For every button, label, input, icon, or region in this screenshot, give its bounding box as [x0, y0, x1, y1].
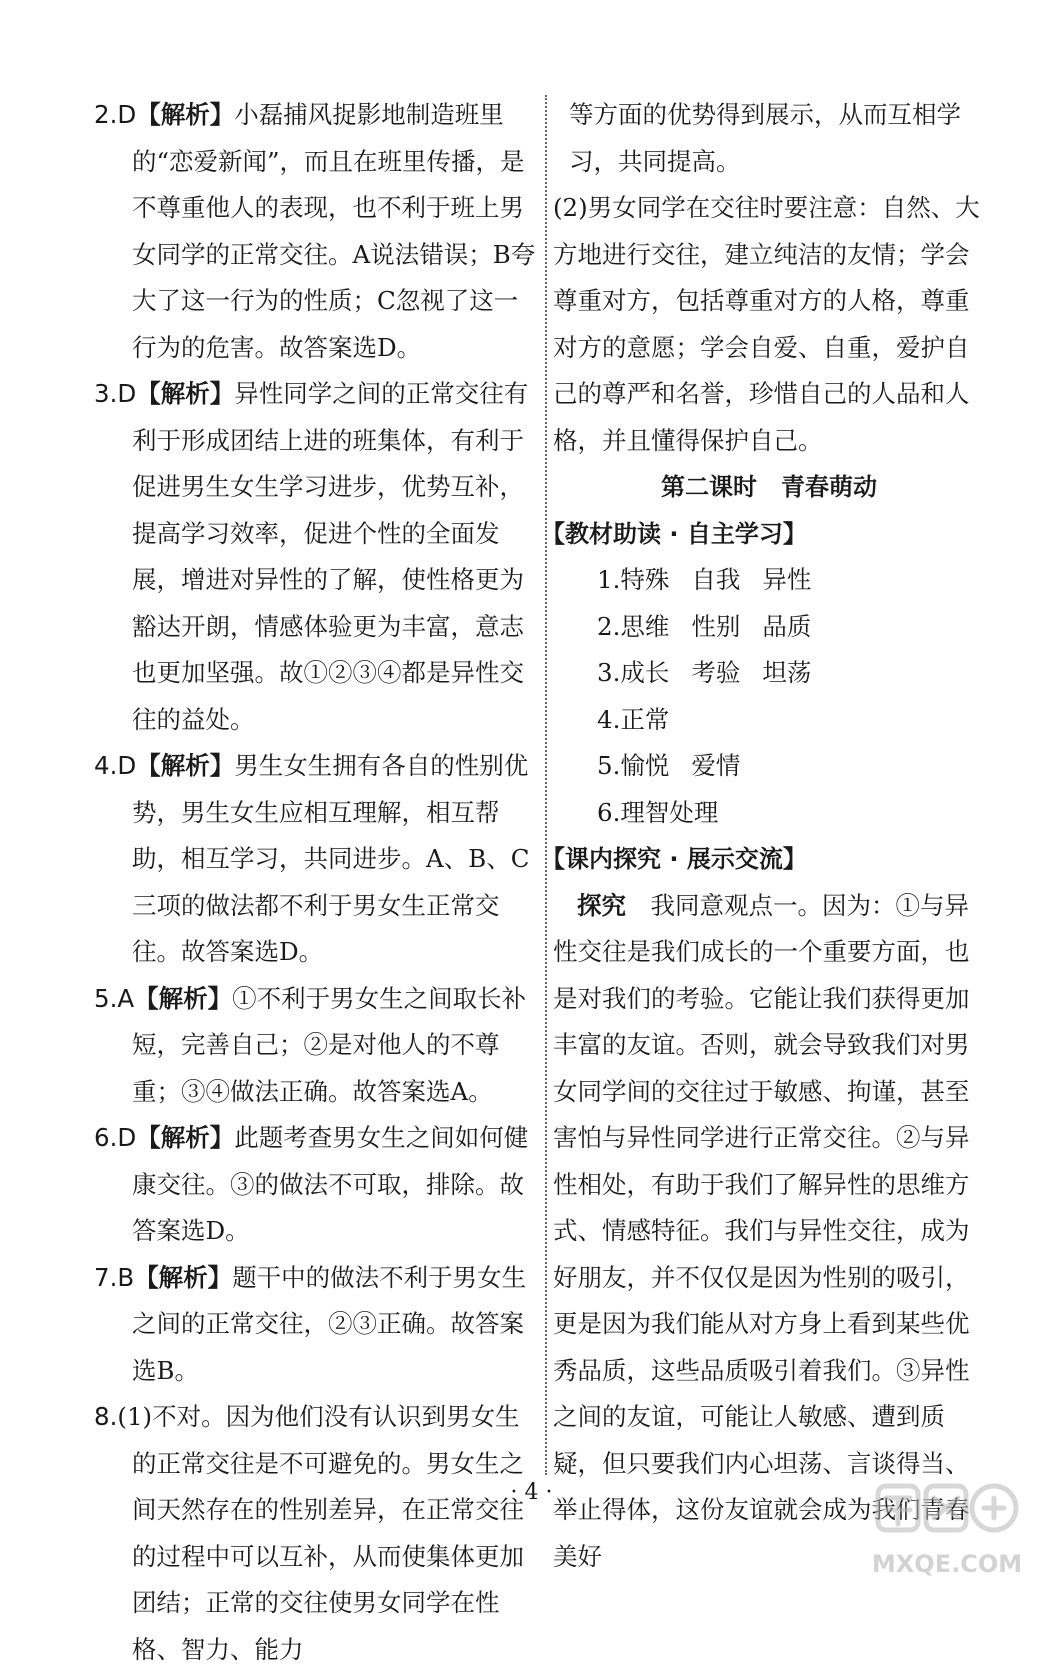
answer-item-3: 3.D【解析】异性同学之间的正常交往有利于形成团结上进的班集体，有利于促进男生女生学习进步，优势互补，提高学习效率，促进个性的全面发展，增进对异性的了解，使性格更为豁达开朗，情感体验更为丰富，意志也更加坚强。故①②③④都是异性交往的益处。: [94, 379, 529, 734]
answer-item-5: 5.A【解析】①不利于男女生之间取长补短，完善自己；②是对他人的不尊重；③④做法正确。故答案选A。: [94, 983, 527, 1106]
answer-item-8: 8.(1)不对。因为他们没有认识到男女生的正常交往是不可避免的。男女生之间天然存在的性别差异，在正常交往的过程中可以互补，从而使集体更加团结；正常的交往使男女同学在性格、智力、能力: [94, 1402, 524, 1664]
answer-list-row-2: 2.思维 性别 品质: [597, 611, 812, 641]
answer-8-point-2: (2)男女同学在交往时要注意：自然、大方地进行交往，建立纯洁的友情；学会尊重对方，包括尊重对方的人格，尊重对方的意愿；学会自爱、自重，爱护自己的尊严和名誉，珍惜自己的人品和人格，并且懂得保护自己。: [553, 193, 980, 455]
watermark-logo-icon: [878, 1486, 1016, 1530]
lesson-title: 第二课时 青春萌动: [661, 473, 877, 501]
answer-item-6: 6.D【解析】此题考查男女生之间如何健康交往。③的做法不可取，排除。故答案选D。: [94, 1123, 529, 1245]
answer-list-row-1: 1.特殊 自我 异性: [597, 565, 812, 594]
explore-text: 我同意观点一。因为：①与异性交往是我们成长的一个重要方面，也是对我们的考验。它能让我们获得更加丰富的友谊。否则，就会导致我们对男女同学间的交往过于敏感、拘谨，甚至害怕与异性同学进行正常交往。②与异性相处，有助于我们了解异性的思维方式、情感特征。我们与异性交往，成为好朋友，并不仅仅是因为性别的吸引，更是因为我们能从对方身上看到某些优秀品质，这些品质吸引着我们。③异性之间的友谊，可能让人敏感、遭到质疑，但只要我们内心坦荡、言谈得当、举止得体，这份友谊就会成为我们青春美好: [553, 890, 970, 1571]
explore-label: 探究: [577, 890, 626, 920]
column-divider: [545, 95, 547, 1475]
watermark-logo: [872, 1476, 1022, 1586]
answer-list-row-4: 4.正常: [597, 704, 670, 734]
answer-list-row-6: 6.理智处理: [597, 797, 719, 827]
answer-list-row-3: 3.成长 考验 坦荡: [597, 658, 812, 687]
right-column: [541, 92, 985, 1580]
answer-list-row-5: 5.愉悦 爱情: [597, 751, 741, 780]
section-heading-self-study: 【教材助读 · 自主学习】: [541, 519, 807, 548]
left-column: [94, 92, 536, 1673]
page-number: · 4 ·: [510, 1480, 553, 1505]
answer-item-2: 2.D【解析】小磊捕风捉影地制造班里的“恋爱新闻”，而且在班里传播，是不尊重他人的表现，也不利于班上男女同学的正常交往。A说法错误；B夸大了这一行为的性质；C忽视了这一行为的危害。故答案选D。: [94, 100, 536, 362]
watermark-site-text: MXQE.COM: [872, 1550, 1022, 1578]
answer-item-7: 7.B【解析】题干中的做法不利于男女生之间的正常交往，②③正确。故答案选B。: [94, 1262, 527, 1385]
answer-item-4: 4.D【解析】男生女生拥有各自的性别优势，男生女生应相互理解，相互帮助，相互学习，共同进步。A、B、C三项的做法都不利于男女生正常交往。故答案选D。: [94, 751, 530, 966]
section-heading-explore: 【课内探究 · 展示交流】: [541, 845, 807, 873]
answer-8-continuation: 等方面的优势得到展示，从而互相学习，共同提高。: [569, 100, 961, 176]
